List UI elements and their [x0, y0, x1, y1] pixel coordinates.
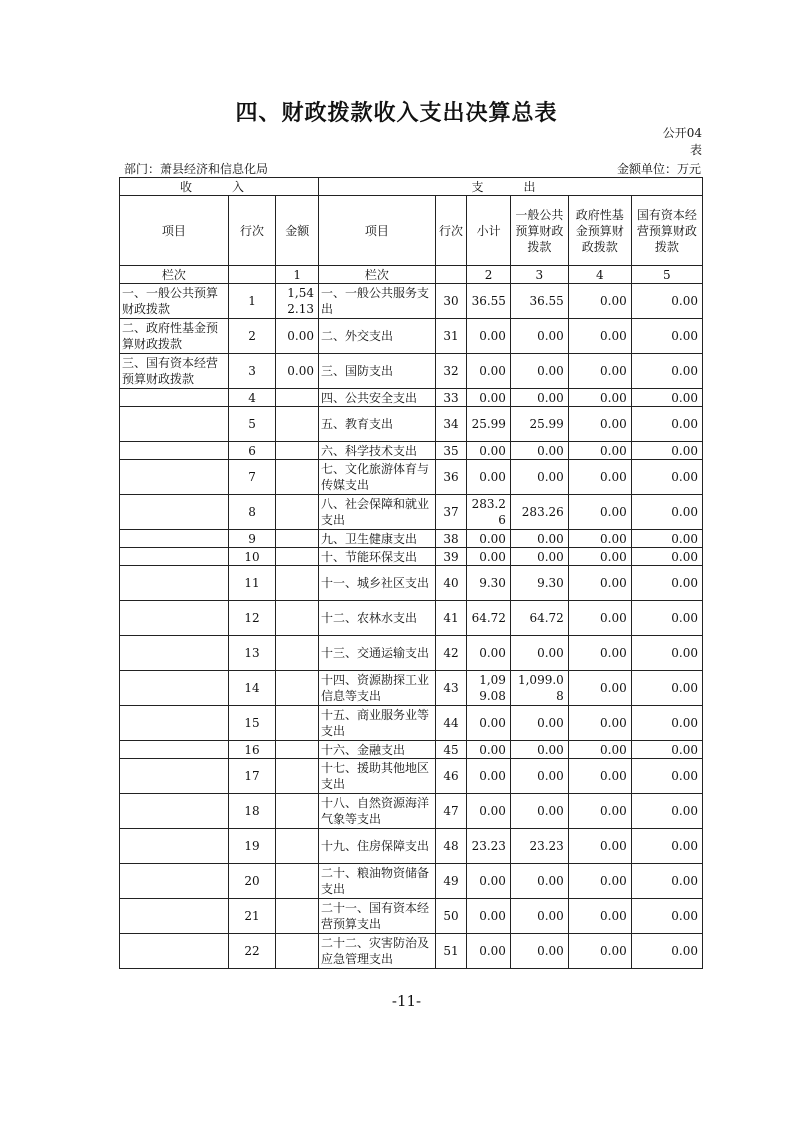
- state-capital-budget-cell: 0.00: [631, 442, 702, 460]
- income-line-cell: 14: [228, 671, 276, 706]
- fund-budget-cell: 0.00: [568, 389, 631, 407]
- department-label: 部门：萧县经济和信息化局: [124, 162, 269, 176]
- subtotal-cell: 0.00: [467, 864, 511, 899]
- table-row: [120, 934, 703, 969]
- expense-line-cell: 40: [435, 566, 466, 601]
- general-budget-cell: 0.00: [510, 354, 568, 389]
- fund-budget-cell: 0.00: [568, 495, 631, 530]
- fund-budget-cell: 0.00: [568, 548, 631, 566]
- income-item-cell: [120, 530, 229, 548]
- state-capital-budget-cell: 0.00: [631, 495, 702, 530]
- income-line-cell: 10: [228, 548, 276, 566]
- fund-budget-cell: 0.00: [568, 601, 631, 636]
- lanci-blank: [228, 266, 276, 284]
- expense-item-cell: 四、公共安全支出: [319, 389, 436, 407]
- general-budget-cell: 64.72: [510, 601, 568, 636]
- subtotal-cell: 0.00: [467, 759, 511, 794]
- general-budget-cell: 0.00: [510, 442, 568, 460]
- general-budget-cell: 9.30: [510, 566, 568, 601]
- lanci-blank-2: [435, 266, 466, 284]
- subtotal-cell: 0.00: [467, 934, 511, 969]
- income-item-cell: [120, 407, 229, 442]
- income-line-cell: 7: [228, 460, 276, 495]
- subtotal-cell: 36.55: [467, 284, 511, 319]
- general-budget-cell: 23.23: [510, 829, 568, 864]
- state-capital-budget-cell: 0.00: [631, 671, 702, 706]
- table-row: [120, 741, 703, 759]
- income-line-cell: 19: [228, 829, 276, 864]
- state-capital-budget-cell: 0.00: [631, 636, 702, 671]
- lanci-n1: 1: [276, 266, 319, 284]
- income-item-cell: 三、国有资本经营预算财政拨款: [120, 354, 229, 389]
- table-row: [120, 636, 703, 671]
- state-capital-budget-cell: 0.00: [631, 389, 702, 407]
- income-amount-cell: [276, 530, 319, 548]
- table-row: [120, 442, 703, 460]
- state-capital-budget-cell: 0.00: [631, 407, 702, 442]
- income-item-cell: [120, 706, 229, 741]
- fund-budget-cell: 0.00: [568, 284, 631, 319]
- income-amount-cell: 0.00: [276, 354, 319, 389]
- fund-budget-cell: 0.00: [568, 407, 631, 442]
- fund-budget-cell: 0.00: [568, 759, 631, 794]
- income-line-cell: 8: [228, 495, 276, 530]
- state-capital-budget-cell: 0.00: [631, 530, 702, 548]
- expense-line-cell: 49: [435, 864, 466, 899]
- state-capital-budget-cell: 0.00: [631, 794, 702, 829]
- fund-budget-cell: 0.00: [568, 706, 631, 741]
- expense-line-cell: 37: [435, 495, 466, 530]
- income-line-cell: 18: [228, 794, 276, 829]
- income-line-cell: 15: [228, 706, 276, 741]
- fund-budget-cell: 0.00: [568, 442, 631, 460]
- state-capital-budget-cell: 0.00: [631, 319, 702, 354]
- income-line-cell: 22: [228, 934, 276, 969]
- state-capital-budget-cell: 0.00: [631, 934, 702, 969]
- state-capital-budget-cell: 0.00: [631, 864, 702, 899]
- expense-line-cell: 30: [435, 284, 466, 319]
- income-amount-cell: [276, 829, 319, 864]
- state-capital-budget-cell: 0.00: [631, 601, 702, 636]
- income-item-cell: [120, 741, 229, 759]
- subtotal-cell: 1,099.08: [467, 671, 511, 706]
- fund-budget-cell: 0.00: [568, 741, 631, 759]
- general-budget-cell: 0.00: [510, 460, 568, 495]
- expense-item-cell: 十三、交通运输支出: [319, 636, 436, 671]
- lanci-label: 栏次: [120, 266, 229, 284]
- table-row: [120, 566, 703, 601]
- income-amount-cell: [276, 548, 319, 566]
- expense-line-cell: 34: [435, 407, 466, 442]
- expense-line-cell: 50: [435, 899, 466, 934]
- expense-line-cell: 42: [435, 636, 466, 671]
- state-capital-budget-cell: 0.00: [631, 460, 702, 495]
- general-budget-cell: 0.00: [510, 864, 568, 899]
- subtotal-cell: 0.00: [467, 460, 511, 495]
- subtotal-cell: 0.00: [467, 548, 511, 566]
- income-amount-cell: [276, 671, 319, 706]
- income-line-cell: 6: [228, 442, 276, 460]
- fund-budget-cell: 0.00: [568, 934, 631, 969]
- general-budget-cell: 0.00: [510, 636, 568, 671]
- income-amount-cell: [276, 460, 319, 495]
- general-budget-cell: 0.00: [510, 389, 568, 407]
- income-item-cell: [120, 759, 229, 794]
- table-row: [120, 530, 703, 548]
- expense-item-cell: 十四、资源勘探工业信息等支出: [319, 671, 436, 706]
- income-amount-cell: [276, 759, 319, 794]
- fund-budget-cell: 0.00: [568, 794, 631, 829]
- subtotal-cell: 0.00: [467, 530, 511, 548]
- income-amount-cell: [276, 864, 319, 899]
- general-budget-cell: 0.00: [510, 548, 568, 566]
- income-item-cell: [120, 495, 229, 530]
- income-item-cell: [120, 934, 229, 969]
- income-line-cell: 17: [228, 759, 276, 794]
- income-amount-cell: [276, 442, 319, 460]
- income-line-cell: 11: [228, 566, 276, 601]
- col-general-header: 一般公共预算财政拨款: [510, 196, 568, 266]
- subtotal-cell: 9.30: [467, 566, 511, 601]
- table-row: [120, 354, 703, 389]
- general-budget-cell: 0.00: [510, 759, 568, 794]
- subtotal-cell: 0.00: [467, 741, 511, 759]
- col-subtotal-header: 小计: [467, 196, 511, 266]
- income-line-cell: 16: [228, 741, 276, 759]
- subtotal-cell: 23.23: [467, 829, 511, 864]
- table-row: [120, 671, 703, 706]
- general-budget-cell: 0.00: [510, 934, 568, 969]
- table-row: [120, 460, 703, 495]
- state-capital-budget-cell: 0.00: [631, 706, 702, 741]
- page-title: 四、财政拨款收入支出决算总表: [235, 101, 558, 126]
- income-amount-cell: 1,542.13: [276, 284, 319, 319]
- expense-item-cell: 一、一般公共服务支出: [319, 284, 436, 319]
- fund-budget-cell: 0.00: [568, 566, 631, 601]
- state-capital-budget-cell: 0.00: [631, 548, 702, 566]
- expense-item-cell: 二十、粮油物资储备支出: [319, 864, 436, 899]
- table-row: [120, 601, 703, 636]
- col-state-header: 国有资本经营预算财政拨款: [631, 196, 702, 266]
- general-budget-cell: 0.00: [510, 794, 568, 829]
- fund-budget-cell: 0.00: [568, 319, 631, 354]
- general-budget-cell: 0.00: [510, 319, 568, 354]
- expense-item-cell: 十六、金融支出: [319, 741, 436, 759]
- subtotal-cell: 25.99: [467, 407, 511, 442]
- table-row: [120, 284, 703, 319]
- fund-budget-cell: 0.00: [568, 671, 631, 706]
- fund-budget-cell: 0.00: [568, 899, 631, 934]
- income-line-cell: 13: [228, 636, 276, 671]
- col-item2-header: 项目: [319, 196, 436, 266]
- table-body: [120, 284, 703, 969]
- expense-line-cell: 44: [435, 706, 466, 741]
- col-amount-header: 金额: [276, 196, 319, 266]
- expense-line-cell: 41: [435, 601, 466, 636]
- general-budget-cell: 283.26: [510, 495, 568, 530]
- fund-budget-cell: 0.00: [568, 829, 631, 864]
- col-line-header: 行次: [228, 196, 276, 266]
- expense-item-cell: 九、卫生健康支出: [319, 530, 436, 548]
- state-capital-budget-cell: 0.00: [631, 899, 702, 934]
- income-amount-cell: [276, 934, 319, 969]
- income-header: 收 入: [120, 178, 319, 196]
- income-line-cell: 12: [228, 601, 276, 636]
- income-item-cell: [120, 548, 229, 566]
- income-line-cell: 2: [228, 319, 276, 354]
- subtotal-cell: 64.72: [467, 601, 511, 636]
- subtotal-cell: 0.00: [467, 794, 511, 829]
- state-capital-budget-cell: 0.00: [631, 829, 702, 864]
- expense-line-cell: 51: [435, 934, 466, 969]
- expense-item-cell: 七、文化旅游体育与传媒支出: [319, 460, 436, 495]
- income-amount-cell: [276, 407, 319, 442]
- table-row: [120, 548, 703, 566]
- state-capital-budget-cell: 0.00: [631, 284, 702, 319]
- income-item-cell: [120, 671, 229, 706]
- expense-line-cell: 47: [435, 794, 466, 829]
- expense-item-cell: 十八、自然资源海洋气象等支出: [319, 794, 436, 829]
- expense-line-cell: 32: [435, 354, 466, 389]
- general-budget-cell: 0.00: [510, 706, 568, 741]
- table-row: [120, 759, 703, 794]
- table-row: [120, 495, 703, 530]
- expense-line-cell: 43: [435, 671, 466, 706]
- expense-item-cell: 二十二、灾害防治及应急管理支出: [319, 934, 436, 969]
- income-amount-cell: 0.00: [276, 319, 319, 354]
- income-line-cell: 9: [228, 530, 276, 548]
- expense-item-cell: 二十一、国有资本经营预算支出: [319, 899, 436, 934]
- budget-table: [119, 177, 703, 969]
- income-line-cell: 20: [228, 864, 276, 899]
- fund-budget-cell: 0.00: [568, 636, 631, 671]
- col-fund-header: 政府性基金预算财政拨款: [568, 196, 631, 266]
- table-row: [120, 864, 703, 899]
- expense-line-cell: 33: [435, 389, 466, 407]
- expense-item-cell: 十一、城乡社区支出: [319, 566, 436, 601]
- subtotal-cell: 0.00: [467, 354, 511, 389]
- subtotal-cell: 0.00: [467, 899, 511, 934]
- lanci-n3: 3: [510, 266, 568, 284]
- table-row: [120, 794, 703, 829]
- income-item-cell: [120, 442, 229, 460]
- lanci-n2: 2: [467, 266, 511, 284]
- general-budget-cell: 0.00: [510, 741, 568, 759]
- subtotal-cell: 0.00: [467, 636, 511, 671]
- income-item-cell: [120, 389, 229, 407]
- state-capital-budget-cell: 0.00: [631, 759, 702, 794]
- general-budget-cell: 1,099.08: [510, 671, 568, 706]
- income-line-cell: 21: [228, 899, 276, 934]
- fund-budget-cell: 0.00: [568, 530, 631, 548]
- expense-item-cell: 十二、农林水支出: [319, 601, 436, 636]
- income-line-cell: 5: [228, 407, 276, 442]
- fund-budget-cell: 0.00: [568, 354, 631, 389]
- subtotal-cell: 0.00: [467, 389, 511, 407]
- expense-line-cell: 45: [435, 741, 466, 759]
- income-line-cell: 1: [228, 284, 276, 319]
- table-number: 公开04表: [662, 126, 702, 157]
- income-item-cell: [120, 864, 229, 899]
- table-row: [120, 899, 703, 934]
- income-item-cell: [120, 899, 229, 934]
- col-item-header: 项目: [120, 196, 229, 266]
- income-amount-cell: [276, 601, 319, 636]
- expense-line-cell: 48: [435, 829, 466, 864]
- table-row: [120, 389, 703, 407]
- income-item-cell: [120, 566, 229, 601]
- table-row: [120, 829, 703, 864]
- table-row: [120, 407, 703, 442]
- expense-item-cell: 十五、商业服务业等支出: [319, 706, 436, 741]
- income-item-cell: [120, 829, 229, 864]
- expense-header: 支 出: [319, 178, 703, 196]
- state-capital-budget-cell: 0.00: [631, 354, 702, 389]
- income-item-cell: 二、政府性基金预算财政拨款: [120, 319, 229, 354]
- subtotal-cell: 0.00: [467, 706, 511, 741]
- expense-line-cell: 38: [435, 530, 466, 548]
- income-amount-cell: [276, 566, 319, 601]
- col-line2-header: 行次: [435, 196, 466, 266]
- income-item-cell: [120, 794, 229, 829]
- lanci-label-2: 栏次: [319, 266, 436, 284]
- general-budget-cell: 0.00: [510, 899, 568, 934]
- income-amount-cell: [276, 389, 319, 407]
- expense-item-cell: 十九、住房保障支出: [319, 829, 436, 864]
- expense-line-cell: 35: [435, 442, 466, 460]
- expense-item-cell: 五、教育支出: [319, 407, 436, 442]
- state-capital-budget-cell: 0.00: [631, 741, 702, 759]
- general-budget-cell: 36.55: [510, 284, 568, 319]
- general-budget-cell: 25.99: [510, 407, 568, 442]
- expense-item-cell: 十七、援助其他地区支出: [319, 759, 436, 794]
- income-amount-cell: [276, 794, 319, 829]
- subtotal-cell: 0.00: [467, 442, 511, 460]
- page-number: -11-: [391, 992, 422, 1010]
- expense-line-cell: 31: [435, 319, 466, 354]
- expense-item-cell: 六、科学技术支出: [319, 442, 436, 460]
- expense-item-cell: 三、国防支出: [319, 354, 436, 389]
- table-row: [120, 319, 703, 354]
- income-amount-cell: [276, 495, 319, 530]
- income-item-cell: [120, 601, 229, 636]
- income-amount-cell: [276, 636, 319, 671]
- income-item-cell: 一、一般公共预算财政拨款: [120, 284, 229, 319]
- expense-line-cell: 36: [435, 460, 466, 495]
- expense-item-cell: 二、外交支出: [319, 319, 436, 354]
- expense-line-cell: 46: [435, 759, 466, 794]
- unit-label: 金额单位：万元: [616, 162, 701, 176]
- lanci-n5: 5: [631, 266, 702, 284]
- income-amount-cell: [276, 899, 319, 934]
- income-amount-cell: [276, 706, 319, 741]
- fund-budget-cell: 0.00: [568, 460, 631, 495]
- subtotal-cell: 0.00: [467, 319, 511, 354]
- expense-line-cell: 39: [435, 548, 466, 566]
- fund-budget-cell: 0.00: [568, 864, 631, 899]
- income-line-cell: 4: [228, 389, 276, 407]
- subtotal-cell: 283.26: [467, 495, 511, 530]
- state-capital-budget-cell: 0.00: [631, 566, 702, 601]
- general-budget-cell: 0.00: [510, 530, 568, 548]
- expense-item-cell: 八、社会保障和就业支出: [319, 495, 436, 530]
- income-line-cell: 3: [228, 354, 276, 389]
- lanci-n4: 4: [568, 266, 631, 284]
- income-item-cell: [120, 636, 229, 671]
- table-row: [120, 706, 703, 741]
- income-item-cell: [120, 460, 229, 495]
- income-amount-cell: [276, 741, 319, 759]
- expense-item-cell: 十、节能环保支出: [319, 548, 436, 566]
